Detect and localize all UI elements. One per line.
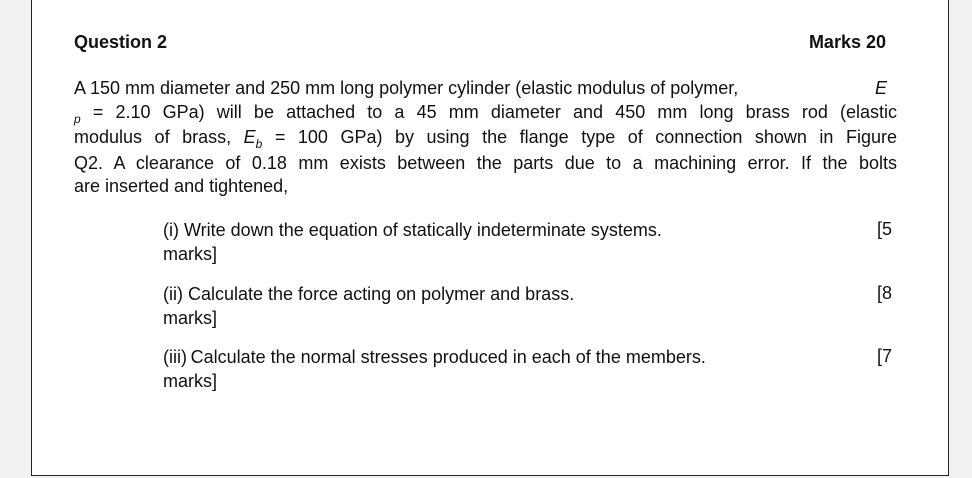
paragraph-line-3 xyxy=(74,126,897,152)
question-marks: Marks 20 xyxy=(808,32,886,52)
paragraph-line-5: are inserted and tightened, xyxy=(74,176,289,196)
sub-question-marks-close: marks] xyxy=(163,244,217,264)
paragraph-line-2-text: = 2.10 GPa) will be attached to a 45 mm diameter and 450 mm long brass rod (elastic xyxy=(80,101,897,122)
paragraph-line-1 xyxy=(74,77,897,101)
modulus-symbol-brass: E xyxy=(243,127,256,147)
paragraph-line-3-b: = 100 GPa) by using the flange type of connection shown in Figure xyxy=(262,127,897,147)
paragraph-line-1-text: A 150 mm diameter and 250 mm long polymer cylinder (elastic modulus of polymer, xyxy=(74,78,739,98)
question-title: Question 2 xyxy=(74,32,168,52)
paragraph-line-2 xyxy=(74,101,897,127)
subscript-p: p xyxy=(74,111,81,126)
sub-question-marks-close: marks] xyxy=(163,371,217,391)
modulus-symbol: E xyxy=(874,78,887,98)
sub-question-marks-open: [5 xyxy=(877,219,893,239)
sub-question-text: (iii) Calculate the normal stresses produced in each of the members. xyxy=(163,347,706,367)
paragraph-line-4: Q2. A clearance of 0.18 mm exists between the parts due to a machining error. If the bolts xyxy=(74,152,897,173)
paragraph-line-3-a: modulus of brass, xyxy=(74,127,244,147)
sub-question-marks-open: [7 xyxy=(877,346,893,366)
subscript-b: b xyxy=(255,137,263,151)
sub-question-text: (ii) Calculate the force acting on polymer and brass. xyxy=(163,284,575,304)
question-paragraph xyxy=(74,77,897,199)
sub-question-marks-open: [8 xyxy=(877,283,893,303)
sub-question-text: (i) Write down the equation of statically indeterminate systems. xyxy=(163,220,662,240)
sub-question-marks-close: marks] xyxy=(163,308,217,328)
